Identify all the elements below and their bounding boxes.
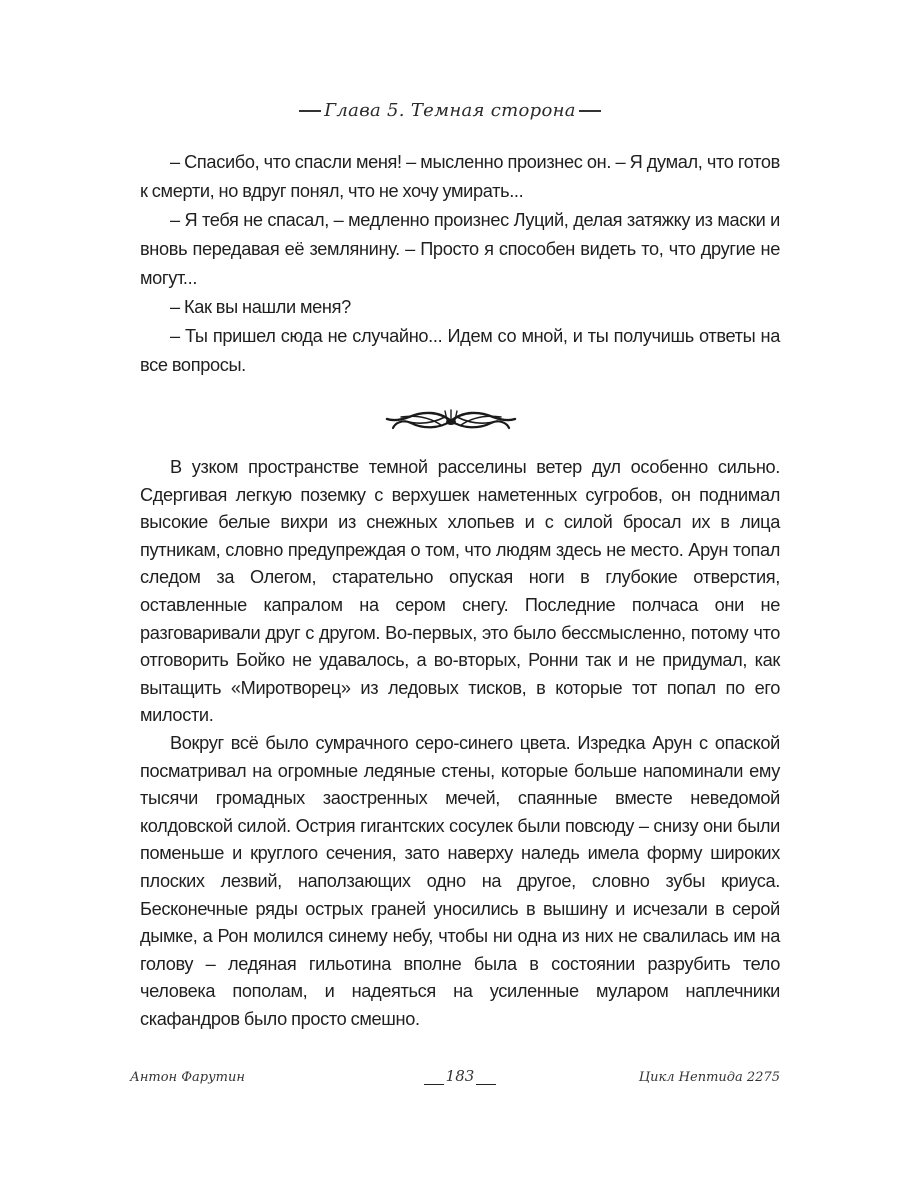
- paragraph: – Спасибо, что спасли меня! – мысленно произнес он. – Я думал, что готов к смерти, но вдруг понял, что не хочу умирать...: [140, 152, 780, 201]
- running-head-left-dash: [299, 110, 321, 111]
- paragraph: Вокруг всё было сумрачного серо-синего цвета. Изредка Арун с опаской посматривал на огромные ледяные стены, которые больше напоминали ему тысячи громадных заостренных мечей, спаянные вместе неведомой колдовской силой. Острия гигантских сосулек были повсюду – снизу они были поменьше и круглого сечения, зато наверху наледь имела форму широких плоских лезвий, наползающих одно на другое, словно зубы криуса. Бесконечные ряды острых граней уносились в вышину и исчезали в серой дымке, а Рон молился синему небу, чтобы ни одна из них не свалилась им на голову – ледяная гильотина вполне была в состоянии разрубить тело человека пополам, и надеяться на усиленные муларом наплечники скафандров было просто смешно.: [140, 732, 780, 1029]
- chapter-title: Глава 5. Темная сторона: [324, 100, 576, 121]
- paragraph: В узком пространстве темной расселины ветер дул особенно сильно. Сдергивая легкую поземку с верхушек наметенных сугробов, он поднимал высокие белые вихри из снежных хлопьев и с силой бросал их в лица путникам, словно предупреждая о том, что людям здесь не место. Арун топал следом за Олегом, старательно опуская ноги в глубокие отверстия, оставленные капралом на сером снегу. Последние полчаса они не разговаривали друг с другом. Во-первых, это было бессмысленно, потому что отговорить Бойко не удавалось, а во-вторых, Ронни так и не придумал, как вытащить «Миротворец» из ледовых тисков, в которые тот попал по его милости.: [140, 457, 780, 726]
- footer-author: Антон Фарутин: [130, 1070, 245, 1085]
- decorative-scroll-divider-icon: [383, 403, 519, 437]
- page-number-right-rule: [476, 1084, 496, 1086]
- narrative-section: [140, 454, 780, 1033]
- page-number-left-rule: [424, 1084, 444, 1086]
- dialogue-section: [140, 148, 780, 380]
- paragraph: – Ты пришел сюда не случайно... Идем со мной, и ты получишь ответы на все вопросы.: [140, 326, 780, 375]
- running-head-right-dash: [579, 110, 601, 111]
- page-footer: [130, 1067, 780, 1091]
- page-number-group: [420, 1067, 500, 1085]
- page-number: 183: [445, 1067, 475, 1085]
- running-head: [0, 100, 900, 121]
- paragraph: – Я тебя не спасал, – медленно произнес Луций, делая затяжку из маски и вновь передавая её землянину. – Просто я способен видеть то, что другие не могут...: [140, 210, 780, 288]
- footer-series: Цикл Нептида 2275: [638, 1070, 780, 1085]
- paragraph: – Как вы нашли меня?: [170, 297, 351, 317]
